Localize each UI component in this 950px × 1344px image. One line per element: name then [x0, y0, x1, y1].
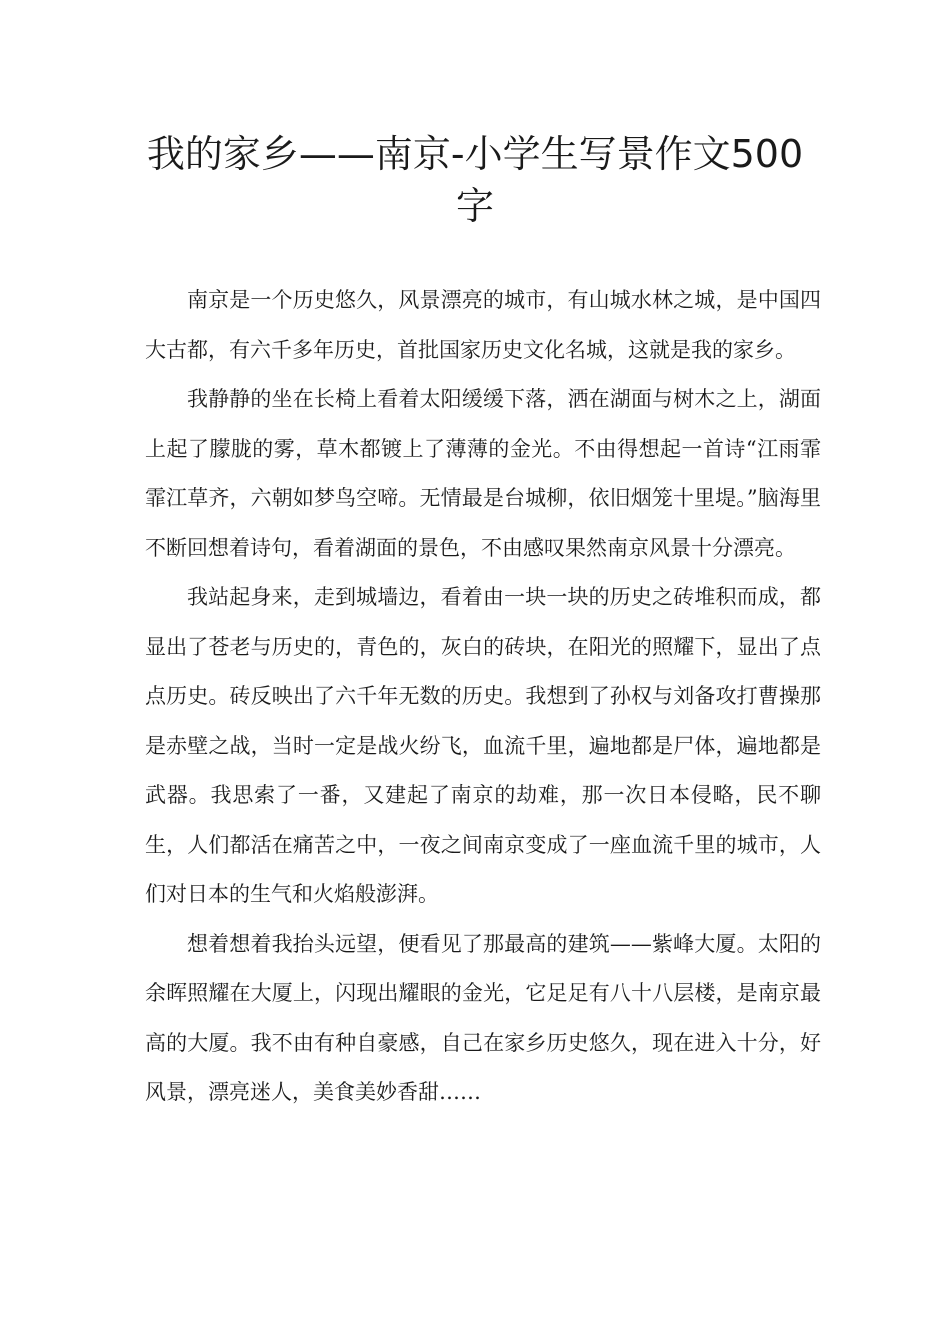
article-body — [145, 276, 821, 1118]
paragraph-2: 我静静的坐在长椅上看着太阳缓缓下落，洒在湖面与树木之上，湖面上起了朦胧的雾，草木都镀上了薄薄的金光。不由得想起一首诗“江雨霏霏江草齐，六朝如梦鸟空啼。无情最是台城柳，依旧烟笼十里堤。”脑海里不断回想着诗句，看着湖面的景色，不由感叹果然南京风景十分漂亮。 — [145, 387, 821, 560]
document-title — [120, 128, 830, 232]
paragraph-3: 我站起身来，走到城墙边，看着由一块一块的历史之砖堆积而成，都显出了苍老与历史的，青色的，灰白的砖块，在阳光的照耀下，显出了点点历史。砖反映出了六千年无数的历史。我想到了孙权与刘备攻打曹操那是赤壁之战，当时一定是战火纷飞，血流千里，遍地都是尸体，遍地都是武器。我思索了一番，又建起了南京的劫难，那一次日本侵略，民不聊生，人们都活在痛苦之中，一夜之间南京变成了一座血流千里的城市，人们对日本的生气和火焰般澎湃。 — [145, 585, 821, 906]
title-line-2: 字 — [455, 184, 494, 228]
title-line-1: 我的家乡——南京-小学生写景作文500 — [146, 132, 804, 176]
paragraph-4: 想着想着我抬头远望，便看见了那最高的建筑——紫峰大厦。太阳的余晖照耀在大厦上，闪现出耀眼的金光，它足足有八十八层楼，是南京最高的大厦。我不由有种自豪感，自己在家乡历史悠久，现在进入十分，好风景，漂亮迷人，美食美妙香甜…… — [145, 931, 821, 1104]
paragraph-1: 南京是一个历史悠久，风景漂亮的城市，有山城水林之城，是中国四大古都，有六千多年历史，首批国家历史文化名城，这就是我的家乡。 — [145, 288, 821, 362]
